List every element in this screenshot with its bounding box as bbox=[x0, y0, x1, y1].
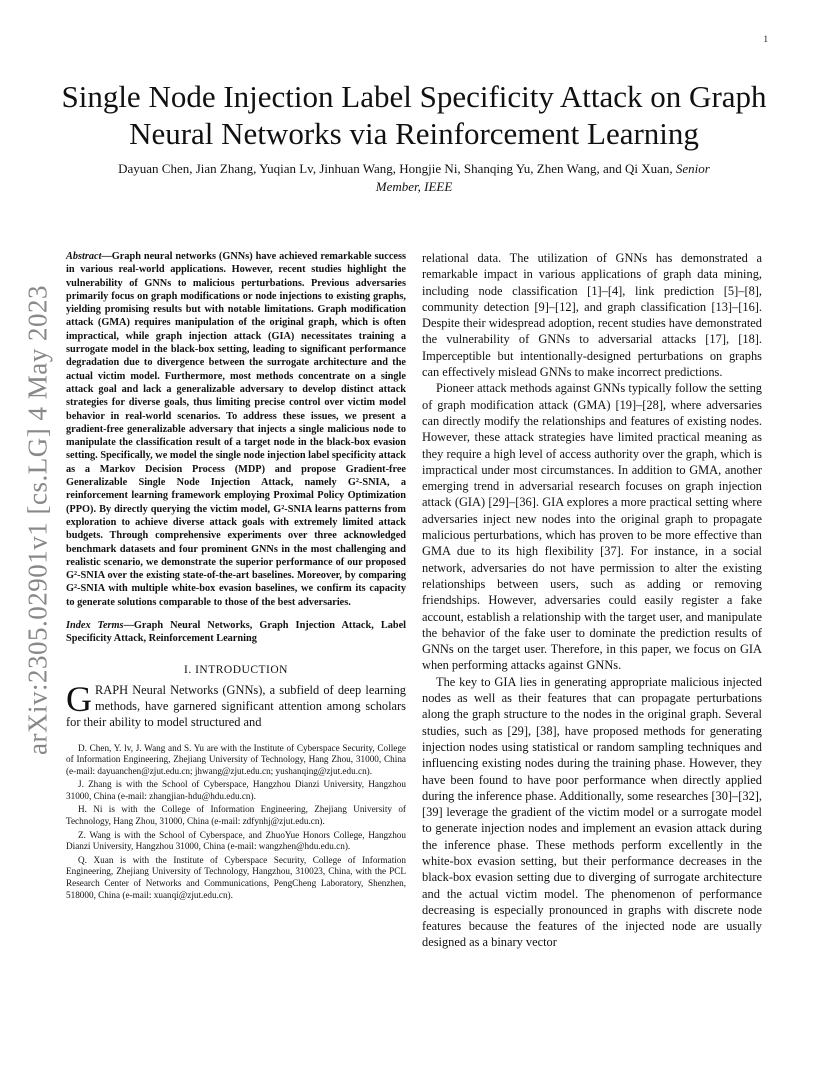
drop-cap: G bbox=[66, 678, 92, 719]
body-paragraph: Pioneer attack methods against GNNs typically follow the setting of graph modification attack (GMA) [19]–[28], where adversaries can directly modify the relationships and features of existing nodes. However, these attack strategies have limited practical meaning as they require a high level of access authority over the graph, which is impractical under most circumstances. In addition to GMA, another emerging trend in adversarial research focuses on graph injection attack (GIA) [29]–[36]. GIA explores a more practical setting where adversaries inject new nodes into the original graph to propagate malicious perturbations, which has proven to be more effective than GMA due to its high flexibility [37]. For instance, in a social network, adversaries do not have permission to alter the existing relationships between users, such as adding or removing friendships. However, adversaries could easily register a fake account, establish a relationship with the target user, and manipulate the behavior of the fake user to dominate the prediction results of GNNs on the target user. Therefore, in this paper, we focus on GIA when performing attacks against GNNs. bbox=[422, 381, 762, 673]
affiliation-footnotes bbox=[66, 743, 406, 902]
author-names: Dayuan Chen, Jian Zhang, Yuqian Lv, Jinhuan Wang, Hongjie Ni, Shanqing Yu, Zhen Wang, and Qi Xuan, bbox=[118, 161, 673, 176]
footnote: J. Zhang is with the School of Cyberspace, Hangzhou Dianzi University, Hangzhou 31000, China (e-mail: zhangjian-hdu@hdu.edu.cn). bbox=[66, 779, 406, 801]
arxiv-identifier: arXiv:2305.02901v1 [cs.LG] 4 May 2023 bbox=[22, 285, 53, 755]
footnote: H. Ni is with the College of Information Engineering, Zhejiang University of Technology, Hang Zhou, 31000, China (e-mail: zdfynhj@zjut.edu.cn). bbox=[66, 804, 406, 827]
abstract bbox=[66, 250, 406, 609]
page-number: 1 bbox=[763, 34, 768, 44]
index-terms bbox=[66, 619, 406, 646]
index-terms-text: —Graph Neural Networks, Graph Injection Attack, Label Specificity Attack, Reinforcement Learning bbox=[66, 620, 406, 645]
footnote: Z. Wang is with the School of Cyberspace, and ZhuoYue Honors College, Hangzhou Dianzi University, Hangzhou 31000, China (e-mail: wangzhen@hdu.edu.cn). bbox=[66, 829, 406, 852]
index-terms-label: Index Terms bbox=[66, 620, 124, 632]
abstract-text: —Graph neural networks (GNNs) have achieved remarkable success in various real-world applications. However, recent studies highlight the vulnerability of GNNs to malicious perturbations. Previous adversaries primarily focus on graph modifications or node injections to existing graphs, yielding promising results but with notable limitations. Graph modification attack (GMA) requires manipulation of the original graph, which is often impractical, while graph injection attack (GIA) necessitates training a surrogate model in the black-box setting, leading to significant performance degradation due to divergence between the surrogate architecture and the actual victim model. Furthermore, most methods concentrate on a single attack goal and lack a generalizable adversary to develop distinct attack strategies for diverse goals, thus limiting precise control over victim model behavior in real-world scenarios. To address these issues, we present a gradient-free generalizable adversary that injects a single malicious node to manipulate the classification result of a target node in the black-box evasion setting. Specifically, we model the single node injection label specificity attack as a Markov Decision Process (MDP) and propose Gradient-free Generalizable Single Node Injection Attack, namely G²-SNIA, a reinforcement learning framework employing Proximal Policy Optimization (PPO). By directly querying the victim model, G²-SNIA learns patterns from exploration to achieve diverse attack goals with extremely limited attack budgets. Through comprehensive experiments over three acknowledged benchmark datasets and four prominent GNNs in the most challenging and realistic scenario, we demonstrate the superior performance of our proposed G²-SNIA over the existing state-of-the-art baselines. Moreover, by comparing G²-SNIA with multiple white-box evasion baselines, we confirm its capacity to generate solutions comparable to those of the best adversaries. bbox=[66, 251, 406, 608]
author-list bbox=[110, 160, 718, 196]
author-membership: Senior Member, IEEE bbox=[375, 161, 710, 194]
body-paragraph: relational data. The utilization of GNNs has demonstrated a remarkable impact in various applications of graph data mining, including node classification [1]–[4], link prediction [5]–[8], community detection [9]–[12], and graph classification [13]–[16]. Despite their widespread adoption, recent studies have demonstrated the vulnerability of GNNs to adversarial attacks [17], [18]. Imperceptible but intentionally-designed perturbations on graphs can effectively mislead GNNs to make incorrect predictions. bbox=[422, 251, 762, 380]
footnote: Q. Xuan is with the Institute of Cyberspace Security, College of Information Engineering, Zhejiang University of Technology, Hangzhou, 310023, China, with the PCL Research Center of Networks and Communications, PengCheng Laboratory, Shenzhen, 518000, China (e-mail: xuanqi@zjut.edu.cn). bbox=[66, 854, 406, 900]
right-column bbox=[422, 250, 762, 951]
abstract-label: Abstract bbox=[66, 251, 102, 262]
intro-text: RAPH Neural Networks (GNNs), a subfield of deep learning methods, have garnered significant attention among scholars for their ability to model structured and bbox=[66, 682, 406, 730]
body-paragraph: The key to GIA lies in generating appropriate malicious injected nodes as well as their features that can propagate perturbations along the graph structure to the nodes in the original graph. Several studies, such as [29], [38], have proposed methods for generating injection nodes using statistical or random sampling techniques and influencing existing nodes during the training phase. However, they have been found to have poor performance when directly applied during the inference phase. Additionally, some researches [30]–[32], [39] leverage the gradient of the victim model or a surrogate model to generate injection nodes and implement an evasion attack during the inference phase. These methods perform excellently in the white-box evasion setting, but their performance decreases in the black-box evasion setting due to diverging of surrogate architecture and the actual victim model. The phenomenon of performance decreasing is especially pronounced in graphs with discrete node features because the features of the injected node are usually designed as a binary vector bbox=[422, 674, 762, 950]
paper-title: Single Node Injection Label Specificity Attack on Graph Neural Networks via Reinforcement Learning bbox=[61, 79, 767, 151]
left-column bbox=[66, 250, 406, 903]
arxiv-sidebar bbox=[8, 280, 68, 760]
intro-paragraph bbox=[66, 678, 406, 731]
section-heading-introduction: I. INTRODUCTION bbox=[184, 663, 288, 676]
footnote: D. Chen, Y. lv, J. Wang and S. Yu are with the Institute of Cyberspace Security, College of Information Engineering, Zhejiang University of Technology, Hang Zhou, 31000, China (e-mail: dayuanchen@zjut.edu.cn; jhwang@zjut.edu.cn; yushanqing@zjut.edu.cn). bbox=[66, 742, 406, 776]
